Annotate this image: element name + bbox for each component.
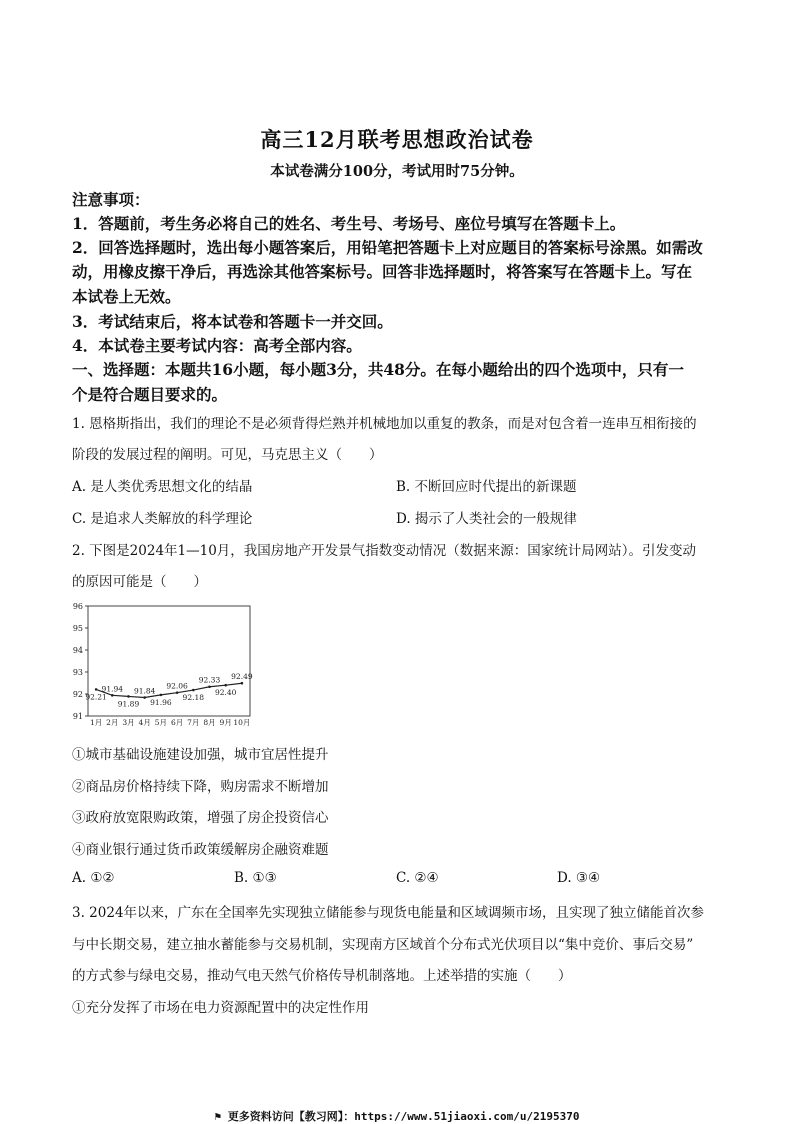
data-point: [160, 694, 163, 697]
data-label: 92.49: [231, 672, 253, 682]
data-label: 91.89: [117, 699, 140, 709]
data-label: 91.94: [101, 684, 124, 694]
data-point: [208, 685, 211, 688]
question-2-option-c: C. ②④: [396, 870, 439, 886]
notice-item: 4．本试卷主要考试内容：高考全部内容。: [72, 336, 362, 355]
question-2-statement: ②商品房价格持续下降，购房需求不断增加: [72, 779, 329, 795]
question-2-option-b: B. ①③: [234, 870, 277, 886]
housing-index-chart: [68, 600, 258, 730]
notice-item: 动，用橡皮擦干净后，再选涂其他答案标号。回答非选择题时，将答案写在答题卡上。写在: [72, 262, 693, 281]
y-tick-label: 94: [72, 646, 83, 655]
question-2-option-a: A. ①②: [72, 870, 115, 886]
question-1-option-a: A. 是人类优秀思想文化的结晶: [72, 479, 253, 495]
data-label: 92.18: [182, 693, 205, 703]
notice-item: 1．答题前，考生务必将自己的姓名、考生号、考场号、座位号填写在答题卡上。: [72, 214, 626, 233]
x-tick-label: 3月: [122, 718, 135, 727]
x-tick-label: 4月: [138, 718, 151, 727]
x-tick-label: 1月: [89, 718, 103, 727]
question-2-statement: ④商业银行通过货币政策缓解房企融资难题: [72, 842, 329, 858]
y-tick-label: 93: [72, 668, 83, 677]
data-point: [192, 689, 195, 692]
notice-item: 本试卷上无效。: [72, 287, 181, 306]
data-point: [127, 695, 130, 698]
section-heading: 个是符合题目要求的。: [72, 385, 228, 404]
question-1-text: 1. 恩格斯指出，我们的理论不是必须背得烂熟并机械地加以重复的教条，而是对包含着一连串互相衔接的: [72, 416, 697, 432]
data-point: [176, 691, 179, 694]
question-1-text: 阶段的发展过程的阐明。可见，马克思主义（ ）: [72, 447, 383, 463]
x-tick-label: 8月: [203, 718, 216, 727]
question-1-option-b: B. 不断回应时代提出的新课题: [396, 479, 577, 495]
x-tick-label: 7月: [187, 718, 200, 727]
x-tick-label: 5月: [154, 718, 168, 727]
question-1-option-c: C. 是追求人类解放的科学理论: [72, 511, 253, 527]
question-2-statement: ③政府放宽限购政策，增强了房企投资信心: [72, 810, 329, 826]
question-2-text: 2. 下图是2024年1—10月，我国房地产开发景气指数变动情况（数据来源：国家统计局网站）。引发变动: [72, 543, 697, 559]
question-2-text: 的原因可能是（ ）: [72, 574, 207, 590]
page-subtitle: 本试卷满分100分，考试用时75分钟。: [270, 163, 524, 180]
x-tick-label: 6月: [170, 718, 184, 727]
footer-link[interactable]: 更多资料访问【教习网】：https://www.51jiaoxi.com/u/2195370: [227, 1110, 580, 1123]
x-tick-label: 2月: [106, 718, 119, 727]
data-point: [111, 694, 114, 697]
data-point: [241, 682, 244, 685]
question-3-text: 3. 2024年以来，广东在全国率先实现独立储能参与现货电能量和区域调频市场，且实现了独立储能首次参: [72, 905, 705, 921]
question-3-text: 与中长期交易，建立抽水蓄能参与交易机制，实现南方区域首个分布式光伏项目以“集中竞价、事后交易”: [72, 937, 694, 953]
footer: [0, 1108, 794, 1124]
section-heading: 一、选择题：本题共16小题，每小题3分，共48分。在每小题给出的四个选项中，只有一: [72, 360, 684, 379]
question-2-option-d: D. ③④: [557, 870, 601, 886]
y-tick-label: 95: [72, 624, 83, 633]
question-3-text: 的方式参与绿电交易，推动气电天然气价格传导机制落地。上述举措的实施（ ）: [72, 968, 572, 984]
notice-item: 2．回答选择题时，选出每小题答案后，用铅笔把答题卡上对应题目的答案标号涂黑。如需改: [72, 238, 703, 257]
y-tick-label: 96: [72, 602, 83, 611]
y-tick-label: 92: [72, 690, 83, 699]
data-label: 92.21: [85, 692, 107, 702]
data-point: [224, 684, 227, 687]
y-tick-label: 91: [72, 712, 83, 721]
notice-item: 3．考试结束后，将本试卷和答题卡一并交回。: [72, 312, 393, 331]
question-2-statement: ①城市基础设施建设加强，城市宜居性提升: [72, 747, 329, 763]
data-label: 91.96: [150, 697, 172, 707]
notice-heading: 注意事项：: [72, 190, 150, 209]
data-label: 92.40: [214, 688, 237, 698]
flag-icon: ⚑: [214, 1110, 222, 1123]
data-label: 92.33: [198, 675, 221, 685]
data-label: 92.06: [166, 681, 188, 691]
page-title: 高三12月联考思想政治试卷: [260, 127, 534, 152]
data-point: [95, 688, 98, 691]
question-1-option-d: D. 揭示了人类社会的一般规律: [396, 511, 577, 527]
data-point: [143, 696, 146, 699]
question-3-statement: ①充分发挥了市场在电力资源配置中的决定性作用: [72, 1000, 369, 1016]
data-label: 91.84: [133, 686, 156, 696]
x-tick-label: 10月: [233, 718, 251, 727]
x-tick-label: 9月: [219, 718, 232, 727]
